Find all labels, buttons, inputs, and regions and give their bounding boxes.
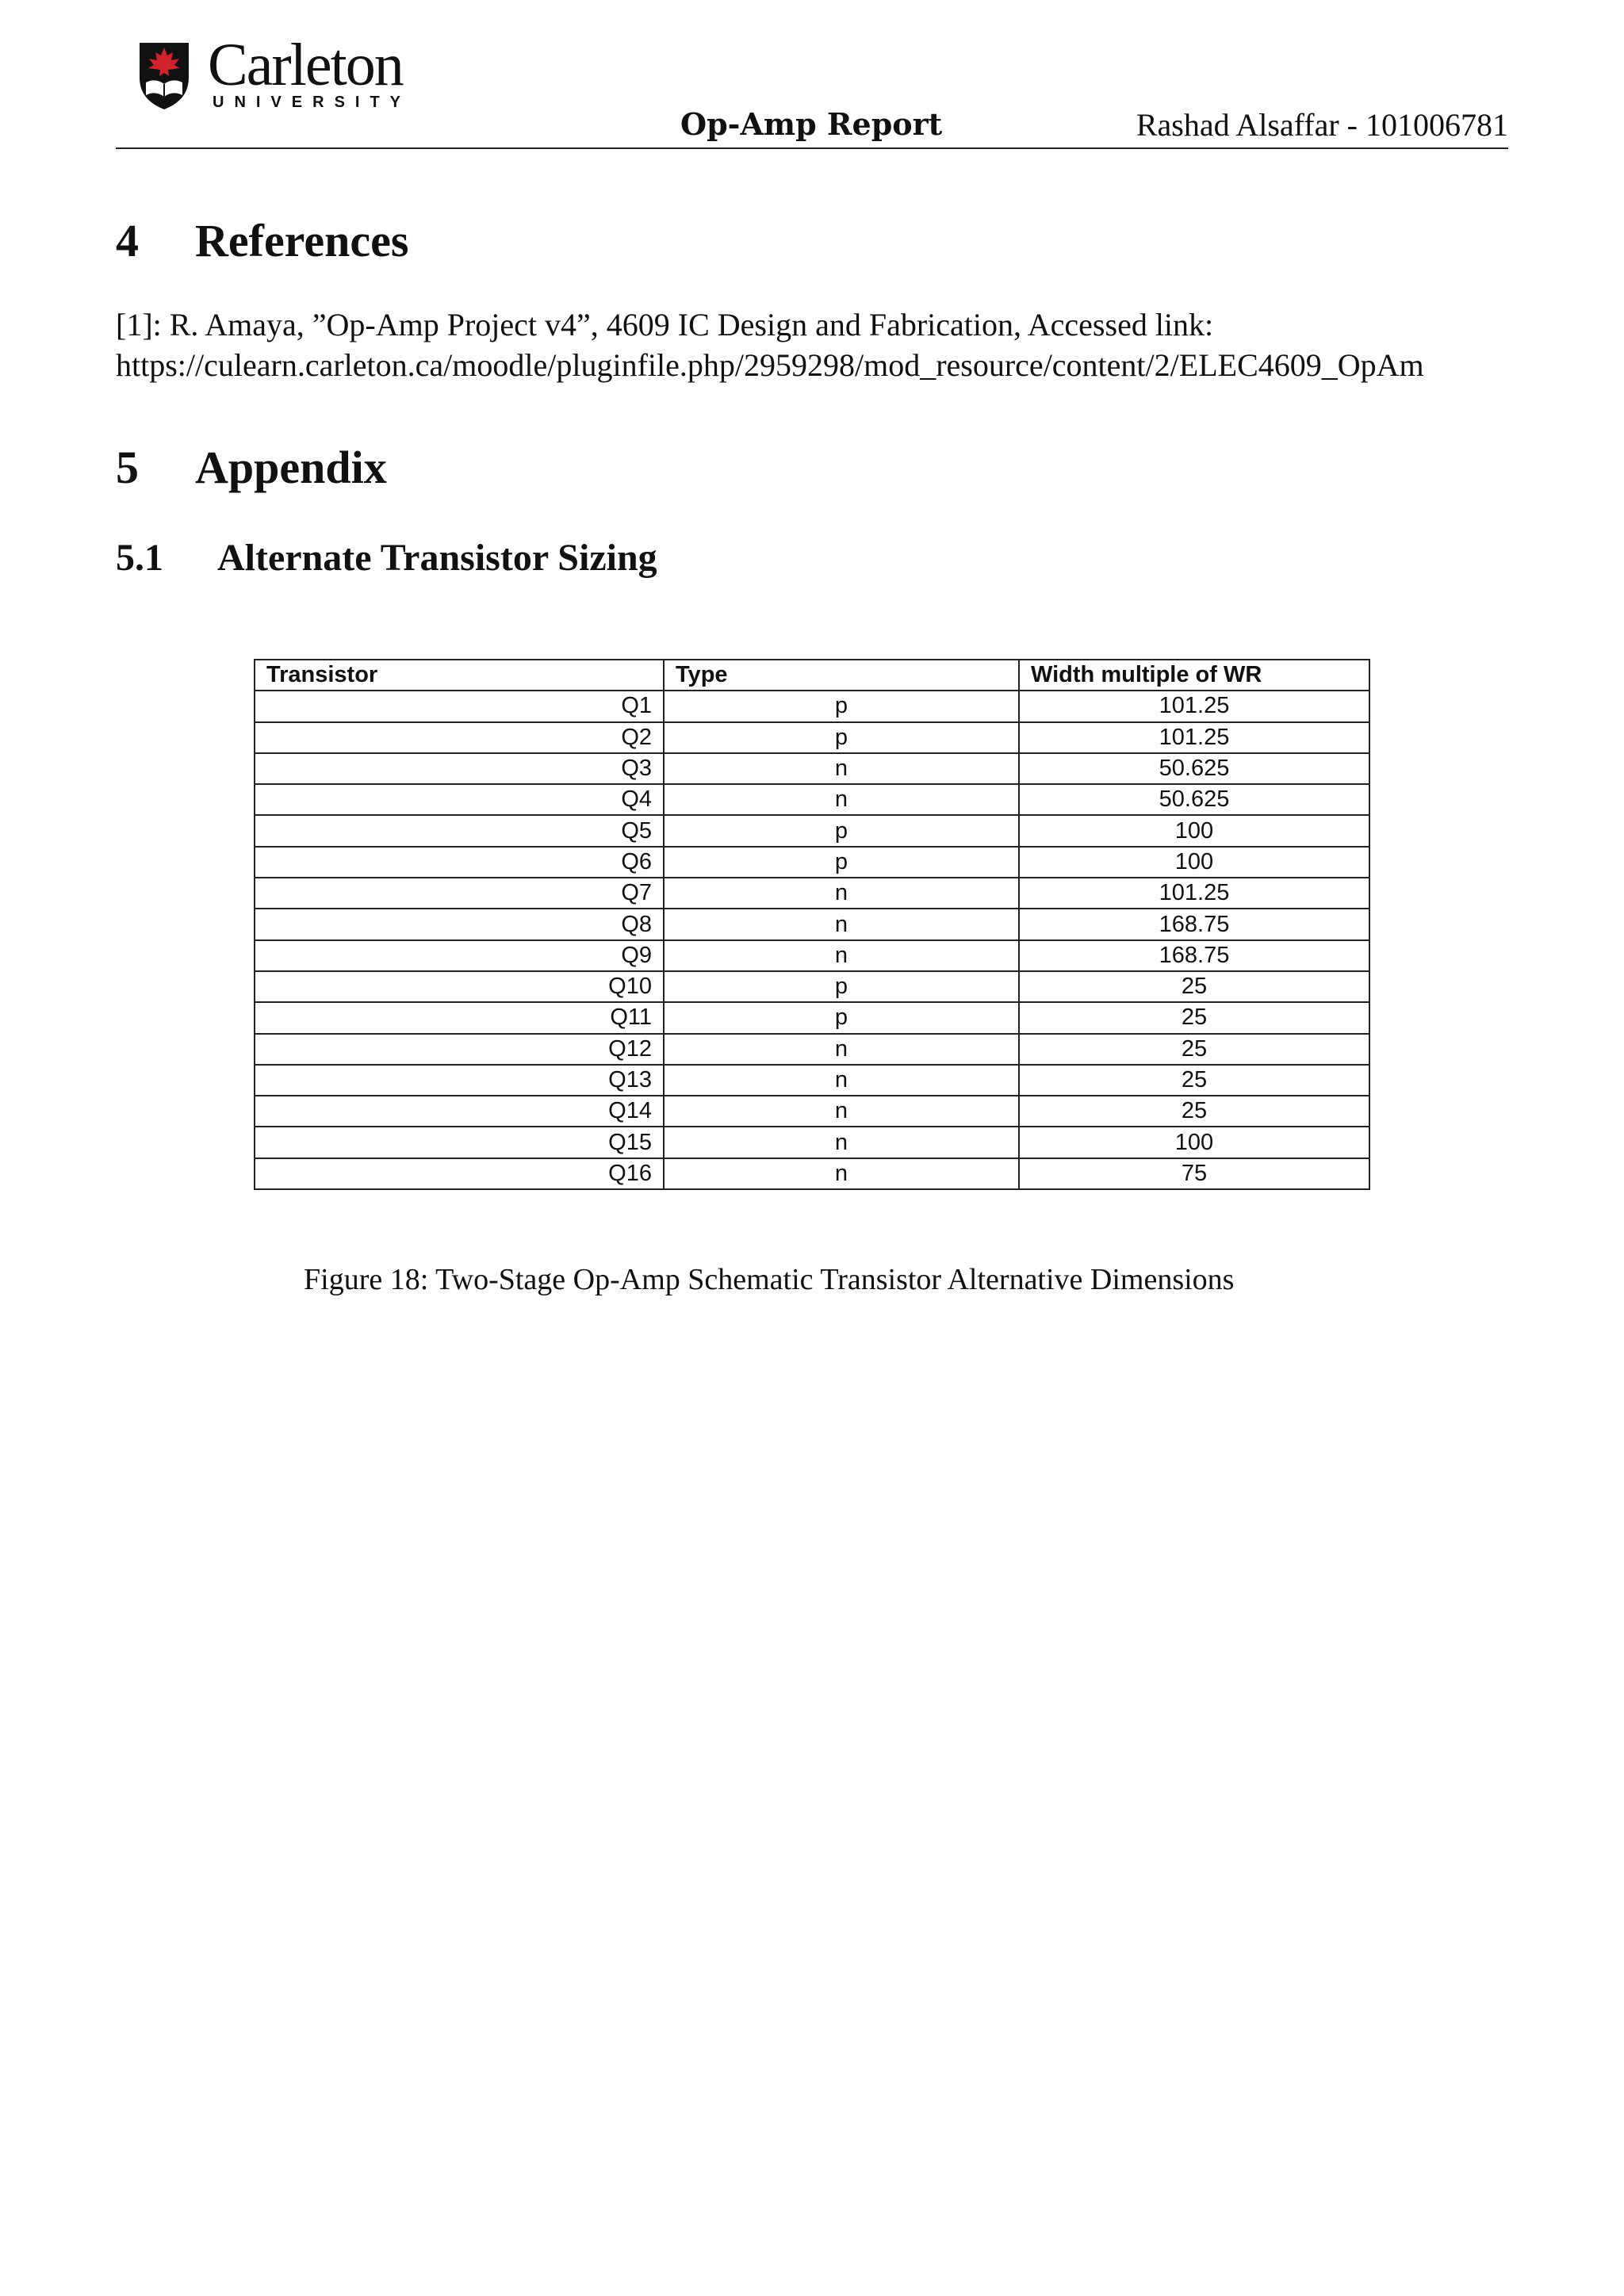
width-cell: 50.625 [1019, 753, 1369, 784]
width-cell: 50.625 [1019, 784, 1369, 815]
table-row [255, 1065, 1369, 1096]
transistor-cell: Q16 [255, 1158, 664, 1189]
transistor-cell: Q11 [255, 1002, 664, 1033]
type-cell: p [664, 971, 1019, 1002]
transistor-cell: Q5 [255, 815, 664, 846]
width-cell: 100 [1019, 847, 1369, 878]
transistor-cell: Q10 [255, 971, 664, 1002]
transistor-cell: Q4 [255, 784, 664, 815]
logo-name: Carleton [208, 32, 403, 98]
table-row [255, 1127, 1369, 1158]
section-title: References [195, 215, 409, 266]
type-cell: p [664, 847, 1019, 878]
column-header: Type [664, 660, 1019, 691]
section-references-heading [116, 214, 408, 267]
table-row [255, 722, 1369, 753]
transistor-cell: Q3 [255, 753, 664, 784]
column-header: Width multiple of WR [1019, 660, 1369, 691]
report-title: Op-Amp Report [680, 106, 943, 142]
table-row [255, 909, 1369, 939]
table-row [255, 815, 1369, 846]
type-cell: n [664, 878, 1019, 909]
width-cell: 101.25 [1019, 691, 1369, 721]
width-cell: 25 [1019, 971, 1369, 1002]
reference-entry [116, 304, 1622, 385]
type-cell: n [664, 1096, 1019, 1127]
type-cell: n [664, 1034, 1019, 1065]
transistor-cell: Q6 [255, 847, 664, 878]
transistor-sizing-table [254, 659, 1370, 1190]
author-line: Rashad Alsaffar - 101006781 [1136, 107, 1508, 143]
width-cell: 25 [1019, 1065, 1369, 1096]
subsection-title: Alternate Transistor Sizing [217, 537, 657, 579]
table-row [255, 753, 1369, 784]
table-row [255, 878, 1369, 909]
header-rule [116, 147, 1508, 149]
table-row [255, 847, 1369, 878]
subsection-heading [116, 536, 657, 580]
section-number: 5 [116, 442, 139, 493]
column-header: Transistor [255, 660, 664, 691]
type-cell: p [664, 691, 1019, 721]
transistor-cell: Q2 [255, 722, 664, 753]
table-row [255, 1034, 1369, 1065]
transistor-cell: Q9 [255, 940, 664, 971]
table-row [255, 1002, 1369, 1033]
transistor-table-figure [254, 659, 1370, 1190]
type-cell: p [664, 722, 1019, 753]
table-row [255, 940, 1369, 971]
table-row [255, 971, 1369, 1002]
width-cell: 100 [1019, 1127, 1369, 1158]
section-title: Appendix [195, 442, 387, 493]
table-header-row [255, 660, 1369, 691]
reference-link[interactable]: https://culearn.carleton.ca/moodle/pluginfile.php/2959298/mod_resource/content/2/ELEC4609_OpAm [116, 347, 1424, 383]
type-cell: p [664, 815, 1019, 846]
transistor-cell: Q7 [255, 878, 664, 909]
section-number: 4 [116, 215, 139, 266]
transistor-cell: Q14 [255, 1096, 664, 1127]
width-cell: 100 [1019, 815, 1369, 846]
table-row [255, 1096, 1369, 1127]
transistor-cell: Q15 [255, 1127, 664, 1158]
width-cell: 75 [1019, 1158, 1369, 1189]
table-row [255, 691, 1369, 721]
transistor-cell: Q13 [255, 1065, 664, 1096]
type-cell: n [664, 784, 1019, 815]
width-cell: 101.25 [1019, 878, 1369, 909]
table-row [255, 1158, 1369, 1189]
figure-caption: Figure 18: Two-Stage Op-Amp Schematic Transistor Alternative Dimensions [304, 1263, 1235, 1296]
type-cell: p [664, 1002, 1019, 1033]
type-cell: n [664, 909, 1019, 939]
carleton-logo [136, 32, 422, 119]
width-cell: 168.75 [1019, 940, 1369, 971]
width-cell: 168.75 [1019, 909, 1369, 939]
table-row [255, 784, 1369, 815]
type-cell: n [664, 940, 1019, 971]
width-cell: 25 [1019, 1002, 1369, 1033]
type-cell: n [664, 753, 1019, 784]
transistor-cell: Q12 [255, 1034, 664, 1065]
width-cell: 25 [1019, 1034, 1369, 1065]
reference-line-1: [1]: R. Amaya, ”Op-Amp Project v4”, 4609 IC Design and Fabrication, Accessed link: [116, 307, 1214, 342]
page-header [116, 32, 1508, 151]
carleton-crest-icon [136, 40, 192, 111]
type-cell: n [664, 1158, 1019, 1189]
width-cell: 101.25 [1019, 722, 1369, 753]
transistor-cell: Q1 [255, 691, 664, 721]
type-cell: n [664, 1127, 1019, 1158]
type-cell: n [664, 1065, 1019, 1096]
subsection-number: 5.1 [116, 537, 163, 579]
section-appendix-heading [116, 441, 387, 494]
logo-subtitle: UNIVERSITY [213, 94, 412, 111]
transistor-cell: Q8 [255, 909, 664, 939]
width-cell: 25 [1019, 1096, 1369, 1127]
